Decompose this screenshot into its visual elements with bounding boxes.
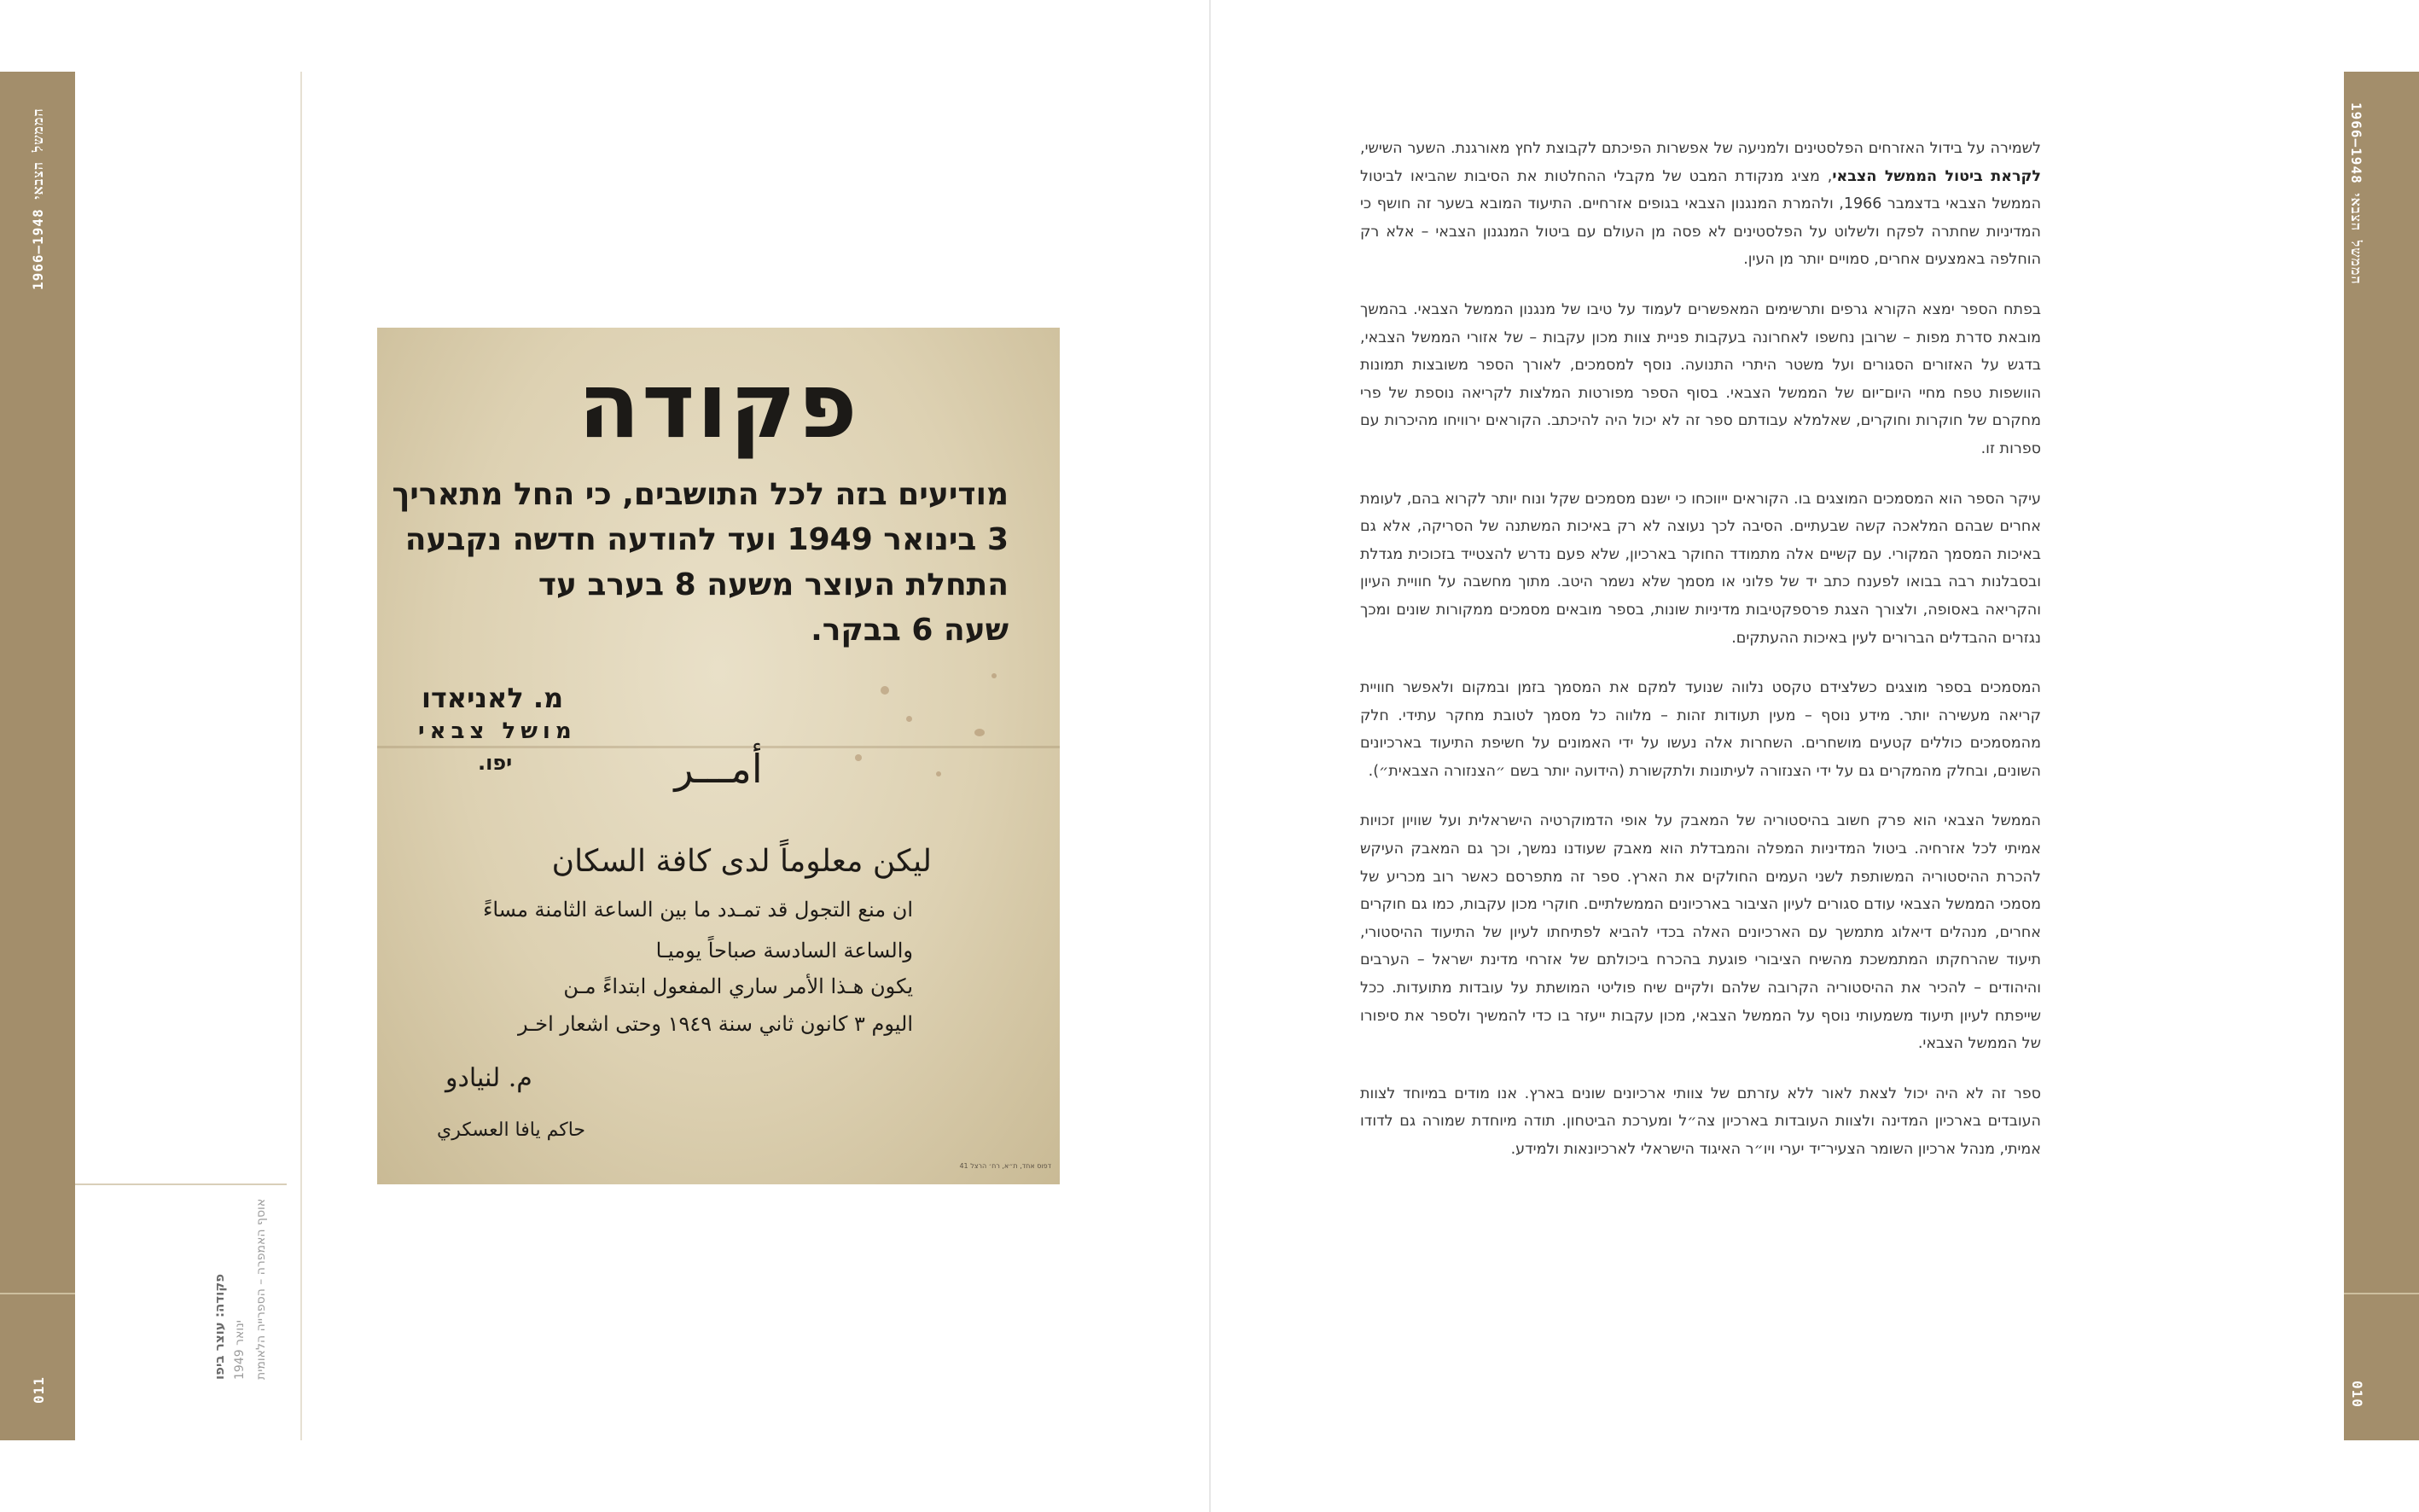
caption-title: פקודה: עוצר ביפו bbox=[212, 1273, 227, 1380]
poster-arabic-title: أمـــر bbox=[674, 746, 763, 792]
left-running-title: הממשל הצבאי 1948–1966 bbox=[30, 108, 46, 290]
poster-hebrew-title: פקודה bbox=[578, 353, 859, 458]
paragraph-text: בפתח הספר ימצא הקורא גרפים ותרשימים המאפשרים לעמוד על טיבו של מנגנון הממשל הצבאי. בהמשך מובאת סדרת מפות – שרובן נחשפו לאחרונה בעקבות פניית צוות מכון עקבות – של אזורי הממשל הצבאי, בדגש על האזורים הסגורים ועל משטר היתרי התנועה. נוסף למסמכים, לאורך הספר משובצות תמונות הוושפות טפח מחיי היום־יום של הממשל הצבאי. בסוף הספר מפורטות המלצות לקריאה נוספת של פרי מחקרם של חוקרות וחוקרים, שאלמלא עבודתם ספר זה לא יכול היה להיכתב. הקוראים ירוויחו מהיכרות עם ספרות זו. bbox=[1360, 300, 2041, 457]
poster-hebrew-line: 3 בינואר 1949 ועד להודעה חדשה נקבעה bbox=[404, 522, 1009, 557]
body-paragraph bbox=[1360, 296, 2041, 463]
body-paragraph bbox=[1360, 674, 2041, 785]
poster-arabic-line: ليكن معلوماً لدى كافة السكان bbox=[551, 844, 932, 879]
poster-hebrew-signature-role: מושל צבאי bbox=[418, 718, 577, 744]
caption-source: אוסף האמפרה – הספרייה הלאומית bbox=[254, 1198, 268, 1380]
body-paragraph bbox=[1360, 135, 2041, 274]
poster-printer-note: דפוס אחד, ת״א, רח׳ הרצל 41 bbox=[959, 1162, 1051, 1170]
poster-hebrew-line: התחלת העוצר משעה 8 בערב עד bbox=[538, 567, 1009, 602]
poster-stain bbox=[881, 686, 889, 695]
left-page-number: 011 bbox=[31, 1376, 47, 1404]
poster-hebrew-signature-place: יפו. bbox=[478, 751, 513, 775]
paragraph-text: עיקר הספר הוא המסמכים המוצגים בו. הקוראים ייווכחו כי ישנם מסמכים שקל ונוח יותר לקרוא בהם, לעומת אחרים שבהם המלאכה קשה שבעתיים. הסיבה לכך נעוצה לא רק באיכות המשתנה של הסריקה, אלא גם באיכות המסמך המקורי. עם קשיים אלה מתמודד החוקר בארכיון, שלא פעם נדרש להצטייד בזכוכית מגדלת ובסבלנות רבה בבואו לפענח כתב יד של פלוני או מסמך שלא נשמר היטב. מתוך מחשבה על חוויית העיון והקריאה באסופה, ולצורך הצגת פרספקטיבות מדיניות שונות, בספר מובאים מסמכים ממקורות שונים ומכך נגזרים ההבדלים הברורים לעין באיכות ההעתקים. bbox=[1360, 490, 2041, 647]
poster-arabic-signature-role: حاكم يافا العسكري bbox=[437, 1119, 586, 1141]
right-page-body-text bbox=[1360, 135, 2041, 1186]
poster-stain bbox=[974, 729, 985, 736]
paragraph-text: ספר זה לא היה יכול לצאת לאור ללא עזרתם של צוותי ארכיונים שונים בארץ. אנו מודים במיוחד לצוות העובדים בארכיון המדינה ולצוות העובדות בארכיון צה״ל ומערכת הביטחון. תודה מיוחדת שמורה גם לדודו אמיתי, מנהל ארכיון השומר הצעיר־יד יערי ויו״ר האיגוד הישראלי לארכיונאות ולמידע. bbox=[1360, 1085, 2041, 1158]
curfew-order-poster bbox=[377, 328, 1060, 1184]
poster-hebrew-signature-name: מ. לאניאדו bbox=[422, 682, 564, 714]
poster-stain bbox=[906, 716, 912, 722]
body-paragraph bbox=[1360, 486, 2041, 653]
poster-arabic-signature-name: م. لنيادو bbox=[445, 1063, 532, 1093]
body-paragraph bbox=[1360, 807, 2041, 1057]
paragraph-text: , מציג מנקודת המבט של מקבלי ההחלטות את הסיבות שהביאו לביטול הממשל הצבאי בדצמבר 1966, ולהמרת המנגנון הצבאי בגופים אזרחיים. התיעוד המובא בשער זה חושף כי המדיניות שחתרה לפקח ולשלוט על הפלסטינים לא פסה מן העולם עם ביטול המנגנון הצבאי – אלא רק הוחלפה באמצעים אחרים, סמויים יותר מן העין. bbox=[1360, 167, 2041, 269]
paragraph-text: המסמכים בספר מוצגים כשלצידם טקסט נלווה שנועד למקם את המסמך בזמן ובמקום ולאפשר חוויית קריאה מעשירה יותר. מידע נוסף – מעין תעודות זהות – מלווה כל מסמך לטובת מחקר עתידי. חלק מהמסמכים כוללים קטעים מושחרים. השחרות אלה נעשו על ידי האמונים על חשיפת התיעוד בארכיונים השונים, ובחלק מהמקרים גם על ידי הצנזורה לעיתונות ולתקשורת (הידועה יותר בשם ״הצנזורה הצבאית״). bbox=[1360, 679, 2041, 780]
right-page-number: 010 bbox=[2349, 1381, 2365, 1408]
image-caption bbox=[212, 1165, 314, 1404]
paragraph-text: הממשל הצבאי הוא פרק חשוב בהיסטוריה של המאבק על אופי הדמוקרטיה הישראלית ועל שוויון זכויות אמיתי לכל אזרחיה. ביטול המדיניות המפלה והמבדלת הוא מאבק שעודנו נמשך, וכך גם המאבק העיקש להכרת ההיסטוריה המשותפת לשני העמים החולקים את הארץ. ספר זה מתפרסם כאשר רוב מכריע של מסמכי הממשל הצבאי עודם סגורים לעיון הציבור בארכיונים הממשלתיים. חוקרי מכון עקבות, כמו גם חוקרים אחרים, מנהלים דיאלוג מתמשך עם הארכיונים האלה בכדי להביא לפתיחתו לעיון של התיעוד ההיסטורי, תיעוד שהרחקתו המתמשכת מהשיח הציבורי פוגעת בהכרח ביכולתם של אזרחי מדינת ישראל – הערבים והיהודים – להכיר את ההיסטוריה הקרובה שלהם ולקיים שיח פוליטי המושתת על עובדות מתועדות. ככל שייפתח לעיון תיעוד משמעותי נוסף על הממשל הצבאי, מכון עקבות ייעזר בו כדי להמשיך ולספר את סיפורו של הממשל הצבאי. bbox=[1360, 812, 2041, 1053]
poster-stain bbox=[991, 673, 997, 678]
section-title-emphasis: לקראת ביטול הממשל הצבאי bbox=[1832, 167, 2041, 185]
right-running-title: הממשל הצבאי 1948–1966 bbox=[2348, 102, 2364, 285]
right-sidebar-divider bbox=[2344, 1293, 2419, 1294]
poster-arabic-line: اليوم ٣ كانون ثاني سنة ١٩٤٩ وحتى اشعار اخـر bbox=[517, 1012, 913, 1036]
poster-arabic-line: والساعة السادسة صباحاً يوميـا bbox=[655, 939, 913, 962]
body-paragraph bbox=[1360, 1080, 2041, 1164]
poster-hebrew-line: מודיעים בזה לכל התושבים, כי החל מתאריך bbox=[392, 477, 1009, 512]
book-spine-divider bbox=[1209, 0, 1211, 1512]
caption-date: ינואר 1949 bbox=[233, 1320, 247, 1380]
paragraph-text: לשמירה על בידול האזרחים הפלסטינים ולמניעה של אפשרות הפיכתם לקבוצת לחץ מאורגנת. השער השישי, bbox=[1360, 140, 2041, 157]
left-sidebar-divider bbox=[0, 1293, 75, 1294]
poster-arabic-line: يكون هـذا الأمر ساري المفعول ابتداءً مـن bbox=[563, 974, 913, 998]
poster-arabic-line: ان منع التجول قد تمـدد ما بين الساعة الثامنة مساءً bbox=[483, 898, 913, 922]
poster-hebrew-line: שעה 6 בבקר. bbox=[811, 613, 1009, 648]
